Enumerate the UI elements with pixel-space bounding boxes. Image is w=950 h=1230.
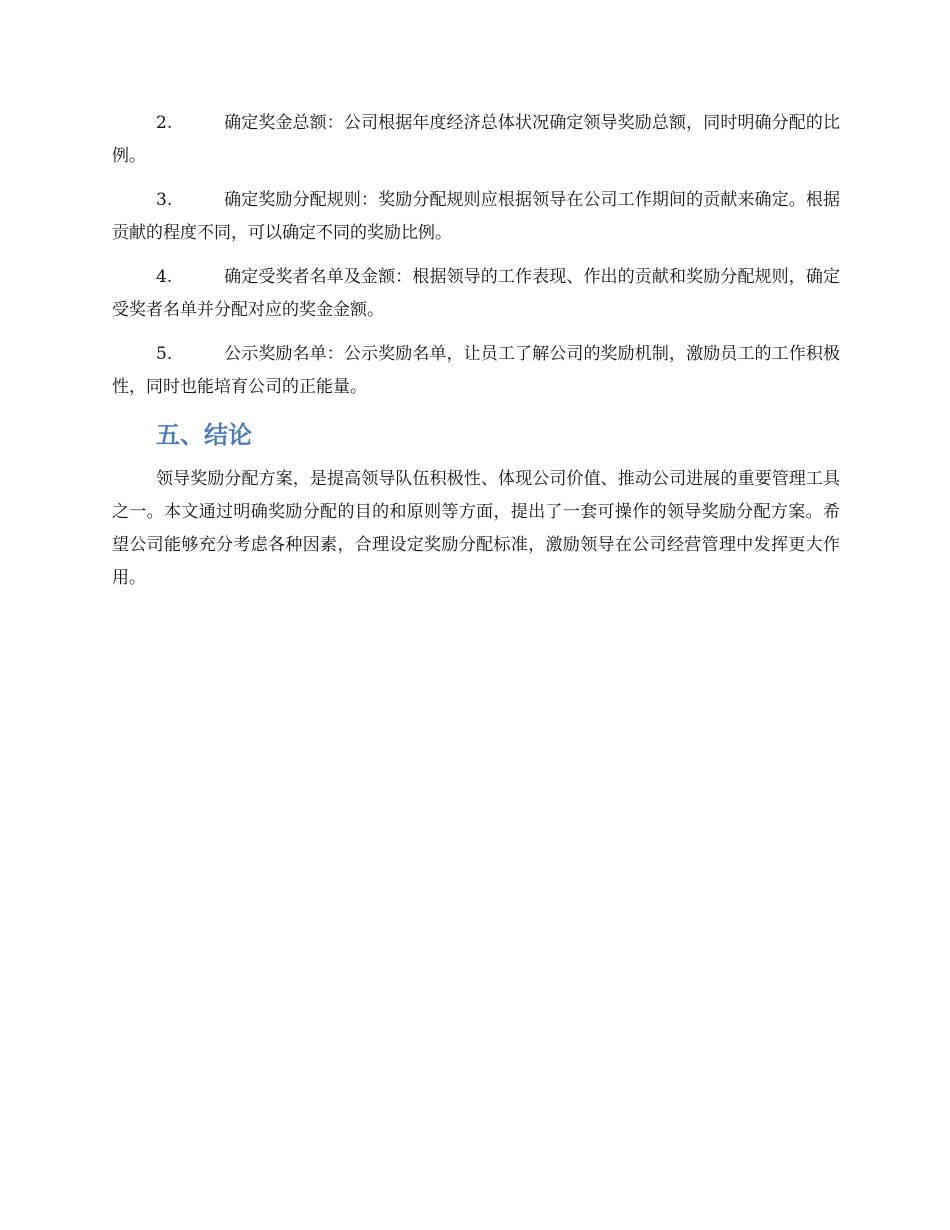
list-item-text: 确定奖金总额：公司根据年度经济总体状况确定领导奖励总额，同时明确分配的比例。 xyxy=(112,113,840,166)
conclusion-paragraph: 领导奖励分配方案，是提高领导队伍积极性、体现公司价值、推动公司进展的重要管理工具之一。本文通过明确奖励分配的目的和原则等方面，提出了一套可操作的领导奖励分配方案。希望公司能够充分考虑各种因素，合理设定奖励分配标准，激励领导在公司经营管理中发挥更大作用。 xyxy=(112,469,840,588)
list-item-number: 5. xyxy=(156,344,173,364)
list-item-text: 确定奖励分配规则：奖励分配规则应根据领导在公司工作期间的贡献来确定。根据贡献的程度不同，可以确定不同的奖励比例。 xyxy=(112,190,840,243)
list-item-5 xyxy=(112,338,840,404)
list-item-2 xyxy=(112,107,840,173)
list-item-number: 2. xyxy=(156,113,173,133)
list-item-text: 确定受奖者名单及金额：根据领导的工作表现、作出的贡献和奖励分配规则，确定受奖者名单并分配对应的奖金金额。 xyxy=(112,267,840,320)
list-item-3 xyxy=(112,184,840,250)
list-item-number: 4. xyxy=(156,267,173,287)
list-item-4 xyxy=(112,261,840,327)
section-heading-conclusion: 五、结论 xyxy=(156,421,252,449)
document-page xyxy=(112,107,840,595)
list-item-number: 3. xyxy=(156,190,173,210)
list-item-text: 公示奖励名单：公示奖励名单，让员工了解公司的奖励机制，激励员工的工作积极性，同时也能培育公司的正能量。 xyxy=(112,344,840,397)
